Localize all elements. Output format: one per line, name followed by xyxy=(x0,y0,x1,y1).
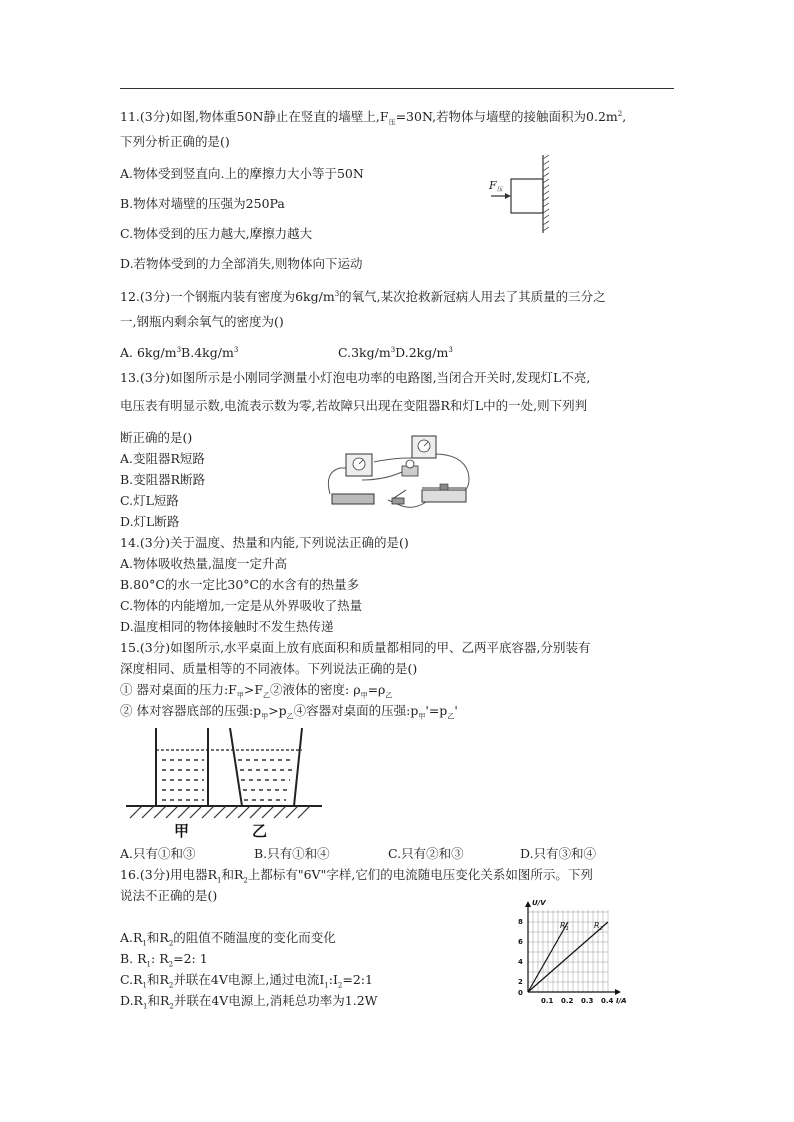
q14-option-c: C.物体的内能增加,一定是从外界吸收了热量 xyxy=(120,598,363,613)
q12-stem-line1: 12.(3分)一个钢瓶内装有密度为$6kg/m^3$的氧气,某次抢救新冠病人用去了其质量的三分之 xyxy=(120,289,606,305)
q16-ytick-2: 2 xyxy=(518,978,523,986)
q15-statement-2: ② 体对容器底部的压强$:p_甲>p_乙④$容器对桌面的压强$:p_甲'=p_乙'$ xyxy=(120,703,458,721)
q15-statement-1: ① 器对桌面的压力$:F_甲>F_乙②$液体的密度: $\rho_甲=\rho_乙$ xyxy=(120,682,393,700)
q16-r2-label: $R_2$ xyxy=(594,921,603,932)
q13-switch xyxy=(392,498,404,504)
q16-option-c: $C.R_1$和$R_2$并联在4V电源上,通过电流$I_1:I_2=2:1$ xyxy=(120,972,373,990)
q13-option-b: B.变阻器R断路 xyxy=(120,472,206,487)
q16-option-b: B. $R_1$: $R_2=2$: 1 xyxy=(120,951,208,969)
q15-container-jia xyxy=(156,728,208,806)
q13-option-c: C.灯L短路 xyxy=(120,493,179,508)
q13-option-d: D.灯L断路 xyxy=(120,514,180,529)
q15-option-a: A.只有①和③ xyxy=(120,846,196,861)
q16-stem-line1: 16.(3分)用电器$R_1$和$R_2$上都标有"6V"字样,它们的电流随电压变化关系如图所示。下列 xyxy=(120,867,593,885)
q14-option-b: B.80°C的水一定比30°C的水含有的热量多 xyxy=(120,577,360,592)
q15-stem-line1: 15.(3分)如图所示,水平桌面上放有底面积和质量都相同的甲、乙两平底容器,分别装有 xyxy=(120,640,591,655)
q16-ui-graph xyxy=(508,896,643,1008)
q16-ytick-6: 6 xyxy=(518,938,523,946)
q15-label-jia: 甲 xyxy=(174,822,190,840)
q11-force-label: F压 xyxy=(489,179,503,193)
header-rule xyxy=(120,88,674,89)
q13-circuit-figure xyxy=(322,432,474,518)
q13-option-a: A.变阻器R短路 xyxy=(120,451,205,466)
q13-stem-line1: 13.(3分)如图所示是小刚同学测量小灯泡电功率的电路图,当闭合开关时,发现灯L不亮, xyxy=(120,370,591,385)
q14-option-d: D.温度相同的物体接触时不发生热传递 xyxy=(120,619,334,634)
q11-stem-line1: 11.(3分)如图,物体重50N静止在竖直的墙壁上$,F_压=30N$,若物体与墙壁的接触面积为$0.2m^2$, xyxy=(120,109,627,127)
q16-xtick-0.2: 0.2 xyxy=(561,997,574,1005)
q14-option-a: A.物体吸收热量,温度一定升高 xyxy=(120,556,287,571)
q13-battery xyxy=(332,494,374,504)
q16-xtick-0.1: 0.1 xyxy=(541,997,554,1005)
q12-option-ab: A. $6kg/m^3B.4kg/m^3$ xyxy=(120,345,239,361)
q15-option-d: D.只有③和④ xyxy=(520,846,597,861)
q15-container-yi xyxy=(230,728,302,806)
q11-option-c: C.物体受到的压力越大,摩擦力越大 xyxy=(120,226,313,241)
q11-wall-figure xyxy=(485,155,555,235)
q11-option-d: D.若物体受到的力全部消失,则物体向下运动 xyxy=(120,256,363,271)
q11-option-b: B.物体对墙壁的压强为250Pa xyxy=(120,196,285,211)
q12-option-cd: $C.3kg/m^3D.2kg/m^3$ xyxy=(338,345,453,361)
q11-block xyxy=(511,179,543,213)
q15-label-yi: 乙 xyxy=(252,822,268,840)
q16-option-d: $D.R_1$和$R_2$并联在4V电源上,消耗总功率为1.2W xyxy=(120,993,378,1011)
q16-r1-label: $R_1$ xyxy=(560,921,569,932)
q13-stem-line3: 断正确的是() xyxy=(120,430,193,445)
q11-option-a: A.物体受到竖直向.上的摩擦力大小等于50N xyxy=(120,166,364,181)
q16-xtick-0.3: 0.3 xyxy=(581,997,594,1005)
q16-ytick-4: 4 xyxy=(518,958,523,966)
q16-ytick-8: 8 xyxy=(518,918,523,926)
q16-xtick-0.4: 0.4 xyxy=(601,997,614,1005)
q16-x-label: I/A xyxy=(616,997,627,1005)
q15-option-c: C.只有②和③ xyxy=(388,846,464,861)
q13-rheostat xyxy=(422,490,466,502)
q14-stem: 14.(3分)关于温度、热量和内能,下列说法正确的是() xyxy=(120,535,409,550)
q15-stem-line2: 深度相同、质量相等的不同液体。下列说法正确的是() xyxy=(120,661,418,676)
q16-y-label: U/V xyxy=(532,899,546,907)
q15-containers-figure xyxy=(126,726,326,841)
q16-origin: 0 xyxy=(518,989,523,997)
q16-stem-line2: 说法不正确的是() xyxy=(120,888,218,903)
q13-stem-line2: 电压表有明显示数,电流表示数为零,若故障只出现在变阻器R和灯L中的一处,则下列判 xyxy=(120,398,588,413)
q11-stem-line2: 下列分析正确的是() xyxy=(120,134,230,149)
q15-option-b: B.只有①和④ xyxy=(254,846,330,861)
q16-option-a: $A.R_1$和$R_2$的阻值不随温度的变化而变化 xyxy=(120,930,336,948)
q12-stem-line2: 一,钢瓶内剩余氧气的密度为() xyxy=(120,314,284,329)
